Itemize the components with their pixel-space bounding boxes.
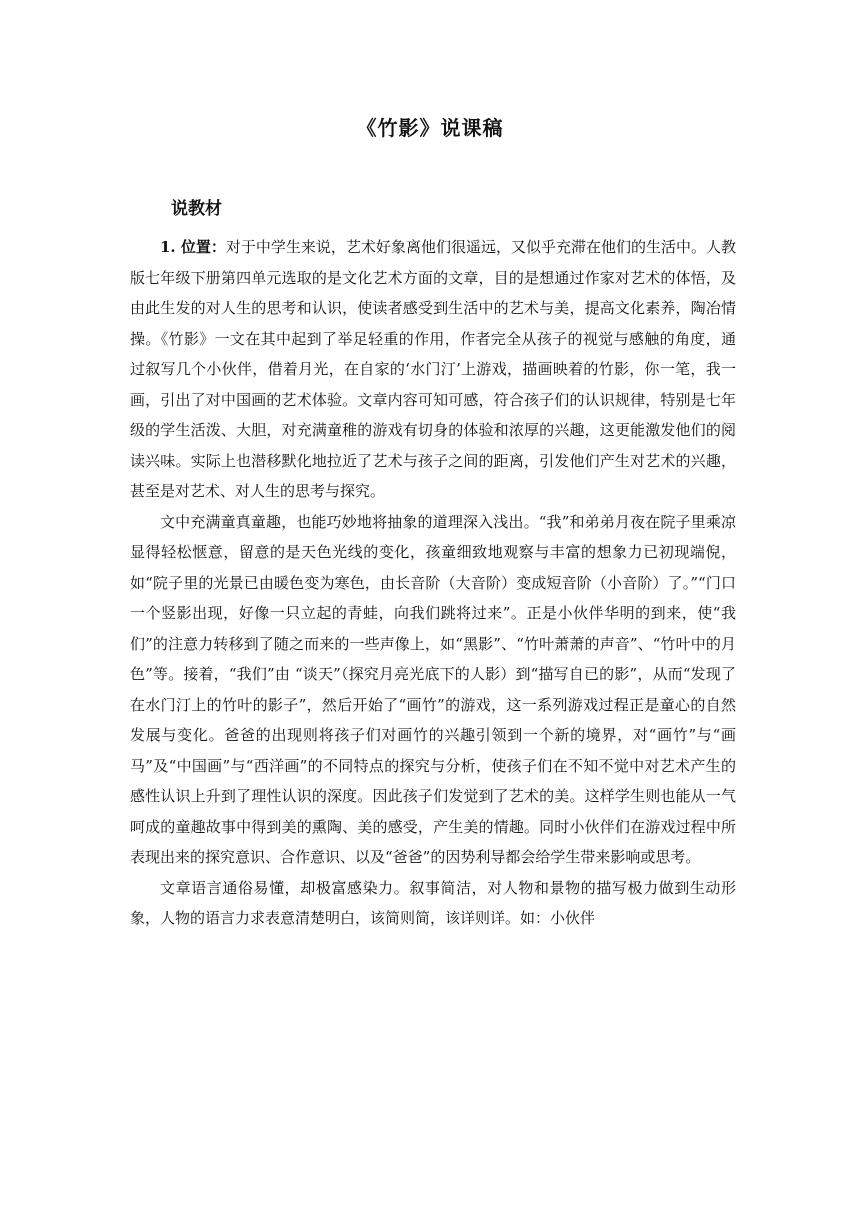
paragraph-text: 对于中学生来说，艺术好象离他们很遥远，又似乎充滞在他们的生活中。人教版七年级下册第四单元选取的是文化艺术方面的文章，目的是想通过作家对艺术的体悟，及由此生发的对人生的思考和认识，使读者感受到生活中的艺术与美，提高文化素养，陶冶情操。《竹影》一文在其中起到了举足轻重的作用，作者完全从孩子的视觉与感触的角度，通过叙写几个小伙伴，借着月光，在自家的‘水门汀’上游戏，描画映着的竹影，你一笔，我一画，引出了对中国画的艺术体验。文章内容可知可感，符合孩子们的认识规律，特别是七年级的学生活泼、大胆，对充满童稚的游戏有切身的体验和浓厚的兴趣，这更能激发他们的阅读兴味。实际上也潜移默化地拉近了艺术与孩子之间的距离，引发他们产生对艺术的兴趣，甚至是对艺术、对人生的思考与探究。 <box>130 238 736 500</box>
paragraph-label: 1. 位置： <box>160 238 226 256</box>
paragraph-position <box>130 232 736 507</box>
body-text <box>130 232 736 934</box>
document-title: 《竹影》说课稿 <box>356 116 504 140</box>
paragraph-language: 文章语言通俗易懂，却极富感染力。叙事简洁，对人物和景物的描写极力做到生动形象，人物的语言力求表意清楚明白，该简则简，该详则详。如：小伙伴 <box>130 878 736 927</box>
paragraph-story: 文中充满童真童趣，也能巧妙地将抽象的道理深入浅出。“我”和弟弟月夜在院子里乘凉显得轻松惬意，留意的是天色光线的变化，孩童细致地观察与丰富的想象力已初现端倪，如“院子里的光景已由暖色变为寒色，由长音阶（大音阶）变成短音阶（小音阶）了。”“门口一个竖影出现，好像一只立起的青蛙，向我们跳将过来”。正是小伙伴华明的到来，使“我们”的注意力转移到了随之而来的一些声像上，如“黑影”、“竹叶萧萧的声音”、“竹叶中的月色”等。接着，“我们”由 “谈天”（探究月亮光底下的人影）到“描写自已的影”，从而“发现了在水门汀上的竹叶的影子”，然后开始了“画竹”的游戏，这一系列游戏过程正是童心的自然发展与变化。爸爸的出现则将孩子们对画竹的兴趣引领到一个新的境界，对“画竹”与“画马”及“中国画”与“西洋画”的不同特点的探究与分析，使孩子们在不知不觉中对艺术产生的感性认识上升到了理性认识的深度。因此孩子们发觉到了艺术的美。这样学生则也能从一气呵成的童趣故事中得到美的熏陶、美的感受，产生美的情趣。同时小伙伴们在游戏过程中所表现出来的探究意识、合作意识、以及“爸爸”的因势利导都会给学生带来影响或思考。 <box>130 512 736 866</box>
section-heading: 说教材 <box>171 199 222 219</box>
